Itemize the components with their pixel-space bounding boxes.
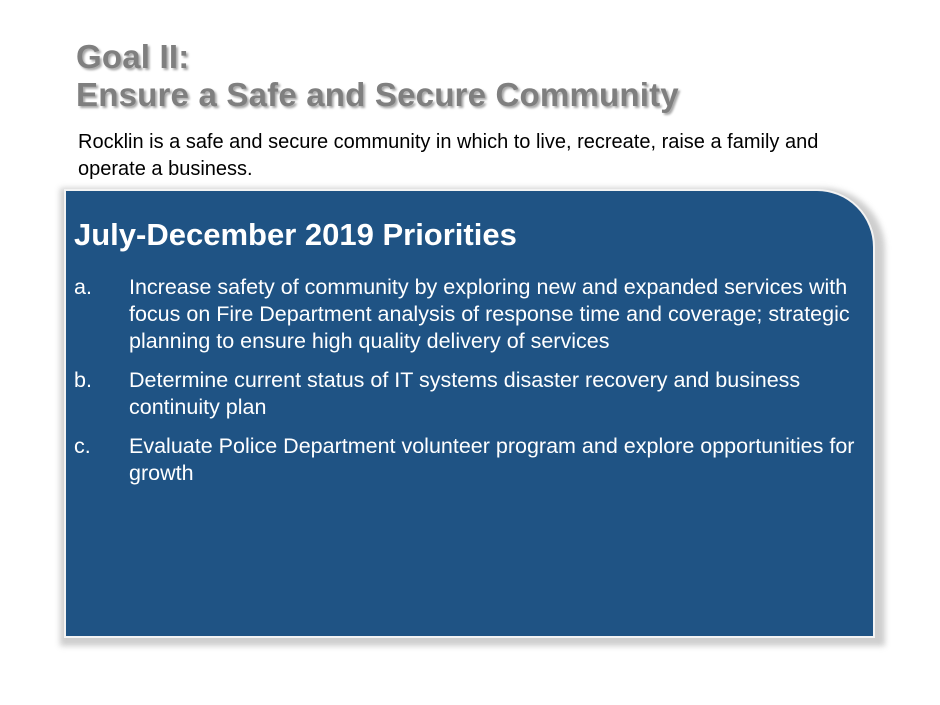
slide-title-line-2: Ensure a Safe and Secure Community	[76, 76, 679, 113]
priority-marker-b: b.	[74, 368, 92, 392]
priority-item-a	[74, 274, 864, 355]
priority-list	[74, 274, 864, 499]
priority-marker-a: a.	[74, 275, 92, 299]
slide-title-line-1: Goal II:	[76, 38, 190, 75]
priority-text-b: Determine current status of IT systems disaster recovery and business continuity plan	[129, 368, 801, 419]
priorities-heading: July-December 2019 Priorities	[74, 217, 517, 252]
priority-text-a: Increase safety of community by exploring new and expanded services with focus on Fire Department analysis of response time and coverage; strategic planning to ensure high quality delivery of services	[129, 275, 850, 353]
priorities-panel	[64, 189, 875, 638]
priority-item-b	[74, 367, 864, 421]
priority-text-c: Evaluate Police Department volunteer program and explore opportunities for growth	[129, 434, 855, 485]
priority-marker-c: c.	[74, 434, 91, 458]
slide-title	[76, 38, 679, 114]
intro-text: Rocklin is a safe and secure community in which to live, recreate, raise a family and operate a business.	[78, 131, 819, 180]
priority-item-c	[74, 433, 864, 487]
